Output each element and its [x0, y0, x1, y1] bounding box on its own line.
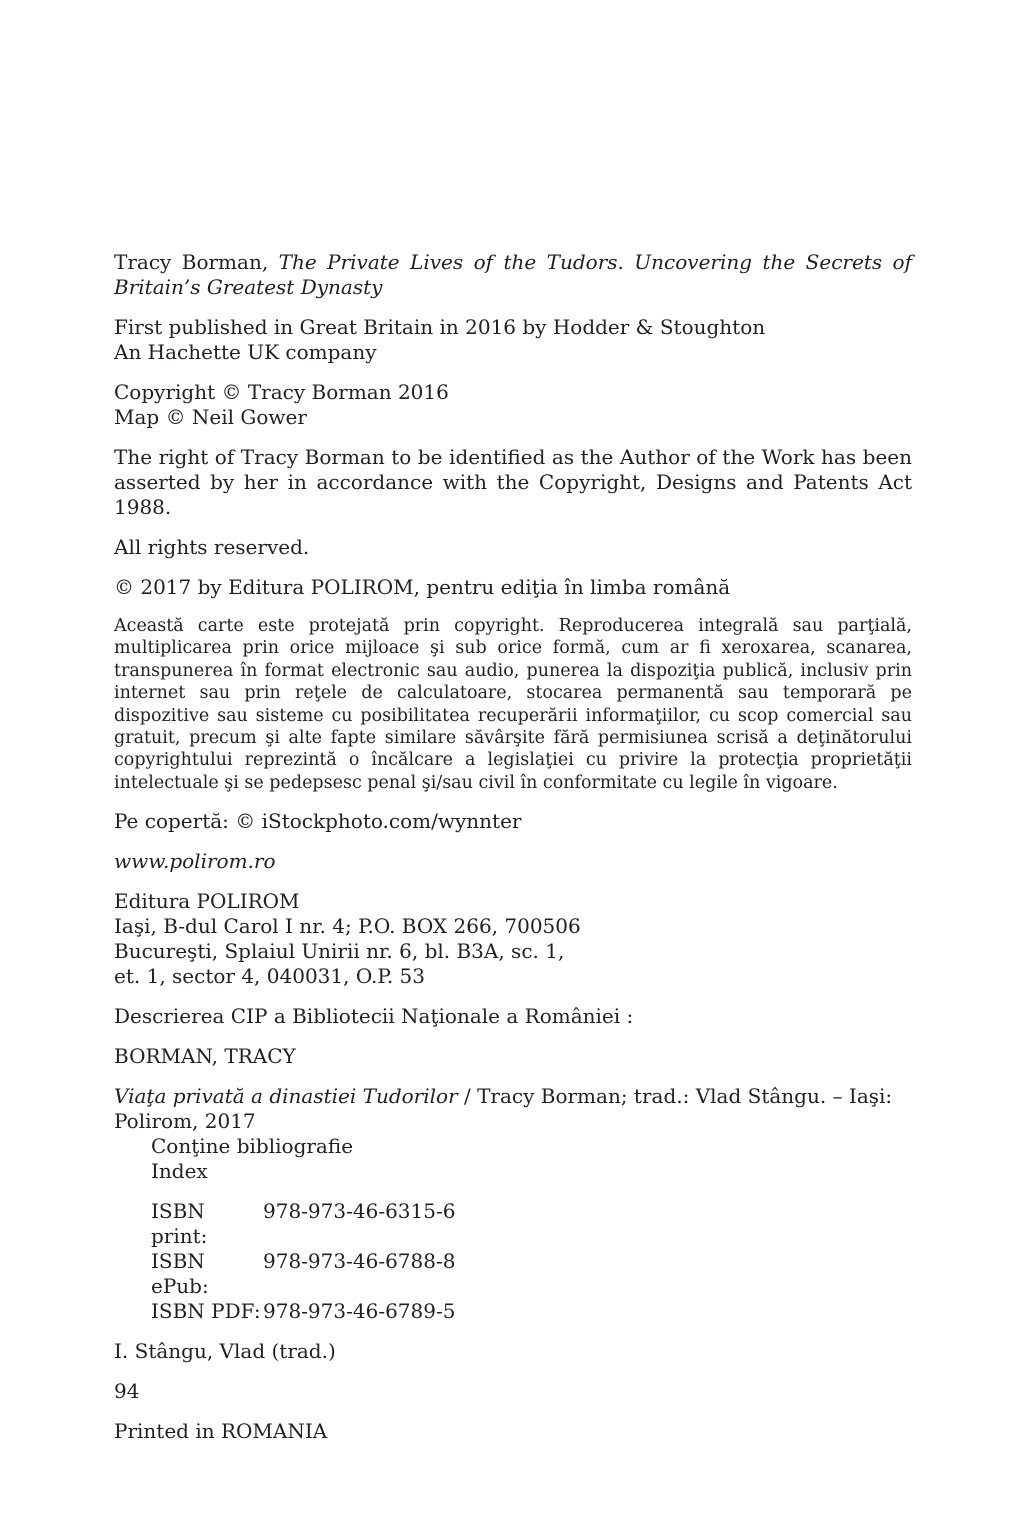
copyright-info	[114, 380, 912, 430]
original-title: The Private Lives of the Tudors. Uncovering the Secrets of Britain’s Greatest Dynasty	[114, 250, 912, 299]
website: www.polirom.ro	[114, 849, 276, 874]
isbn-row	[151, 1249, 912, 1299]
map-copyright: Map © Neil Gower	[114, 405, 307, 429]
isbn-value: 978-973-46-6788-8	[263, 1249, 456, 1274]
isbn-label: ISBN ePub:	[151, 1249, 209, 1299]
moral-rights: The right of Tracy Borman to be identified as the Author of the Work has been asserted by her in accordance with the Copyright, Designs and Patents Act 1988.	[114, 445, 912, 519]
cip-notes	[114, 1134, 912, 1324]
publisher-address	[114, 889, 912, 989]
publisher-group: An Hachette UK company	[114, 340, 377, 364]
isbn-row	[151, 1199, 912, 1249]
romanian-title: Viaţa privată a dinastiei Tudorilor	[114, 1084, 458, 1109]
cip-heading: Descrierea CIP a Bibliotecii Naţionale a României :	[114, 1004, 634, 1029]
cip-title-line	[114, 1084, 912, 1134]
isbn-label: ISBN PDF:	[151, 1299, 261, 1324]
author-name: Tracy Borman,	[114, 250, 269, 274]
romanian-edition: © 2017 by Editura POLIROM, pentru ediţia în limba română	[114, 575, 731, 599]
isbn-list	[151, 1199, 912, 1324]
legal-notice: Această carte este protejată prin copyright. Reproducerea integrală sau parţială, multiplicarea prin orice mijloace şi sub orice formă, cum ar fi xeroxarea, scanarea, transpunerea în format electronic sau audio, punerea la dispoziţia publică, inclusiv prin internet sau prin reţele de calculatoare, stocarea permanentă sau temporară pe dispozitive sau sisteme cu posibilitatea recuperării informaţiilor, cu scop comercial sau gratuit, precum şi alte fapte similare săvârşite fără permisiunea scrisă a deţinătorului copyrightului reprezintă o încălcare a legislaţiei cu privire la protecţia proprietăţii intelectuale şi se pedepsesc penal şi/sau civil în conformitate cu legile în vigoare.	[114, 616, 912, 793]
first-published: First published in Great Britain in 2016 by Hodder & Stoughton	[114, 315, 766, 339]
address-bucuresti: Bucureşti, Splaiul Unirii nr. 6, bl. B3A, sc. 1,	[114, 939, 565, 964]
cip-classification: 94	[114, 1379, 140, 1404]
cip-author: BORMAN, TRACY	[114, 1044, 296, 1069]
isbn-row	[151, 1299, 912, 1324]
isbn-value: 978-973-46-6315-6	[263, 1199, 456, 1224]
cip-record	[114, 1084, 912, 1324]
isbn-value: 978-973-46-6789-5	[263, 1299, 456, 1324]
cip-index: Index	[151, 1159, 208, 1184]
cip-translator: I. Stângu, Vlad (trad.)	[114, 1339, 336, 1364]
cip-details: / Tracy Borman; trad.: Vlad Stângu. – Iaşi: Polirom, 2017	[114, 1084, 893, 1134]
isbn-label: ISBN print:	[151, 1199, 208, 1249]
printed-in: Printed in ROMANIA	[114, 1419, 328, 1444]
cover-credit: Pe copertă: © iStockphoto.com/wynnter	[114, 809, 522, 834]
rights-reserved: All rights reserved.	[114, 535, 310, 559]
publisher-name: Editura POLIROM	[114, 889, 300, 914]
publication-info	[114, 315, 912, 365]
cip-bibliography: Conţine bibliografie	[151, 1134, 354, 1159]
copyright-text: Copyright © Tracy Borman 2016	[114, 380, 449, 404]
book-credit	[114, 250, 912, 300]
address-bucuresti-cont: et. 1, sector 4, 040031, O.P. 53	[114, 964, 425, 989]
address-iasi: Iaşi, B-dul Carol I nr. 4; P.O. BOX 266, 700506	[114, 914, 581, 939]
copyright-page	[114, 250, 912, 1444]
